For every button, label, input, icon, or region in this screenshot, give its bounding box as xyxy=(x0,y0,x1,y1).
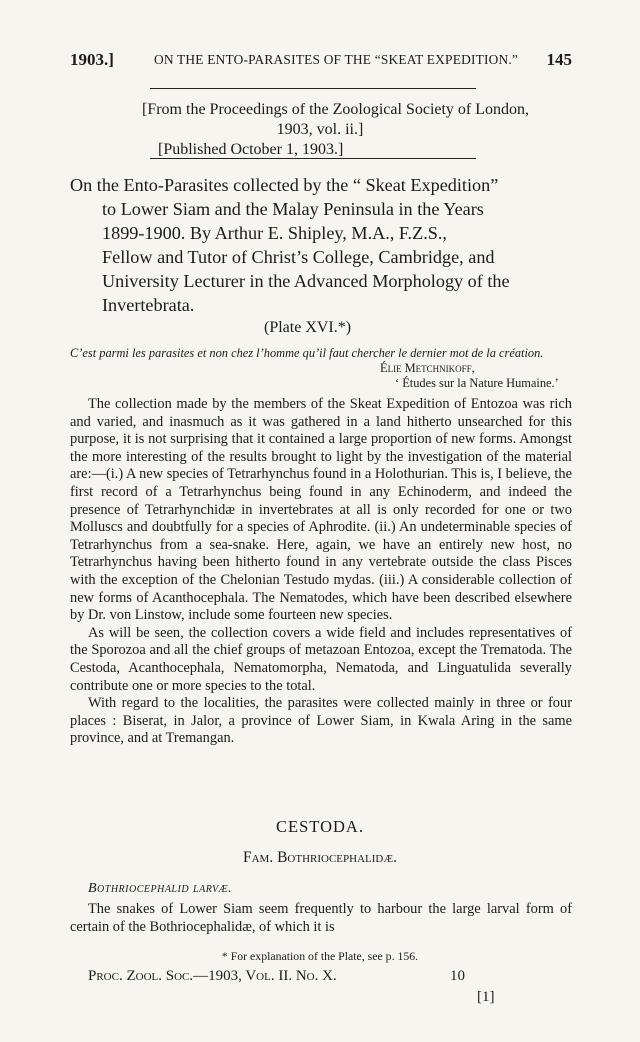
source-line-2: 1903, vol. ii.] xyxy=(276,121,364,138)
title-line: University Lecturer in the Advanced Morphology of the xyxy=(102,271,510,291)
body-paragraph: As will be seen, the collection covers a wide field and includes representatives of the Sporozoa and all the chief groups of metazoan Entozoa, except the Trematoda. The Cestoda, Acanthocephala, Nematomorpha, Nematoda, and Linguatulida severally contribute one or more species to the total. xyxy=(70,624,572,694)
epigraph-author: Élie Metchnikoff, xyxy=(380,361,475,375)
title-line: Fellow and Tutor of Christ’s College, Cambridge, and xyxy=(102,247,495,267)
section-text xyxy=(70,901,572,936)
section-heading: CESTODA. xyxy=(276,817,364,836)
footer-signature: 10 xyxy=(450,968,465,984)
header-year: 1903.] xyxy=(70,50,114,69)
source-line-3: [Published October 1, 1903.] xyxy=(158,141,344,158)
epigraph-work: ‘ Études sur la Nature Humaine.’ xyxy=(395,376,559,390)
epigraph-quote: C’est parmi les parasites et non chez l’homme qu’il faut chercher le dernier mot de la création. xyxy=(70,346,544,360)
header-page-number: 145 xyxy=(546,50,572,69)
subsection-heading: Bothriocephalid larvæ. xyxy=(88,881,233,896)
source-note xyxy=(100,100,550,160)
title-line: Invertebrata. xyxy=(102,295,195,315)
plate-reference: (Plate XVI.*) xyxy=(264,319,352,336)
title-line: On the Ento-Parasites collected by the “ Skeat Expedition” xyxy=(70,175,499,195)
top-rule xyxy=(150,88,476,89)
footnote: * For explanation of the Plate, see p. 156. xyxy=(221,949,419,963)
body-paragraph: The collection made by the members of the Skeat Expedition of Entozoa was rich and varied, and inasmuch as it was gathered in a land hitherto unsearched for this purpose, it is not surprising that it contained a large proportion of new forms. Amongst the more interesting of the results brought to light by the investigation of the material are:—(i.) A new species of Tetrarhynchus found in a Holothurian. This is, I believe, the first record of a Tetrarhynchus being found in any Echinoderm, and indeed the presence of Tetrarhynchidæ in invertebrates at all is only recorded for one or two Molluscs and doubtfully for a species of Aphrodite. (ii.) An undeterminable species of Tetrarhynchus from a sea-snake. Here, again, we have an entirely new host, no Tetrarhynchus having been hitherto found in any vertebrate outside the class Pisces with the exception of the Chelonian Testudo mydas. (iii.) A considerable collection of new forms of Acanthocephala. The Nematodes, which have been described elsewhere by Dr. von Linstow, include some fourteen new species. xyxy=(70,396,573,624)
body-text xyxy=(70,396,572,748)
family-heading: Fam. Bothriocephalidæ. xyxy=(242,849,398,866)
section-paragraph: The snakes of Lower Siam seem frequently to harbour the large larval form of certain of the Bothriocephalidæ, of which it is xyxy=(70,901,572,935)
article-title xyxy=(70,173,572,317)
footer-mark: [1] xyxy=(477,989,495,1005)
running-header xyxy=(70,50,572,72)
body-paragraph: With regard to the localities, the parasites were collected mainly in three or four places : Biserat, in Jalor, a province of Lower Siam, in Kwala Aring in the same province, and at Tremangan. xyxy=(70,695,572,747)
header-title: ON THE ENTO-PARASITES OF THE “SKEAT EXPEDITION.” xyxy=(154,52,519,67)
title-line: 1899-1900. By Arthur E. Shipley, M.A., F.Z.S., xyxy=(102,223,447,243)
source-rule xyxy=(150,158,476,159)
title-line: to Lower Siam and the Malay Peninsula in the Years xyxy=(102,199,484,219)
footer-citation: Proc. Zool. Soc.—1903, Vol. II. No. X. xyxy=(88,968,337,984)
epigraph xyxy=(70,346,572,390)
source-line-1: [From the Proceedings of the Zoological Society of London, xyxy=(142,101,530,118)
